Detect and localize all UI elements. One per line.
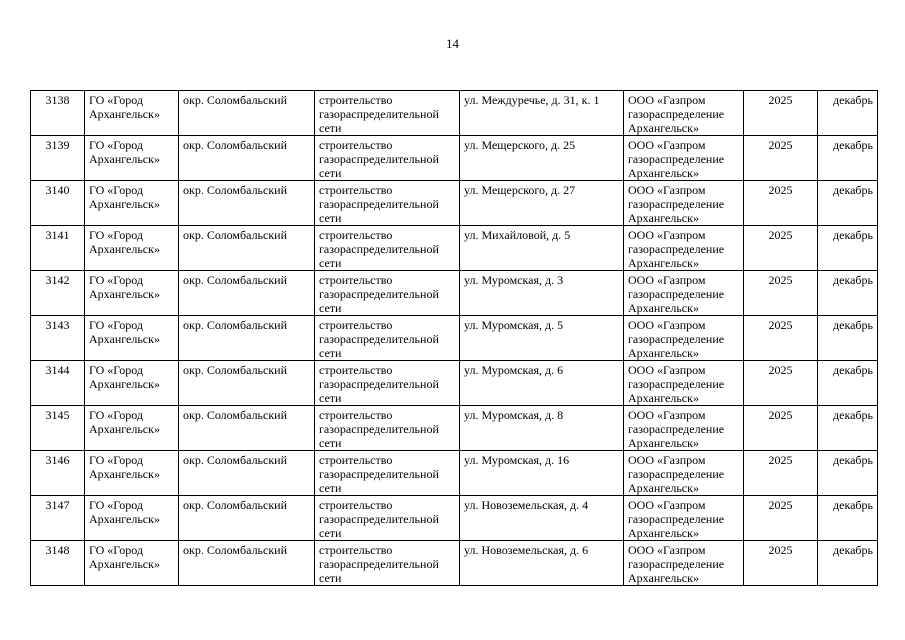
year-cell: 2025 xyxy=(744,91,818,136)
registry-table-body xyxy=(31,91,878,586)
month-cell: декабрь xyxy=(818,181,878,226)
organization-cell: ООО «Газпром газораспределение Архангельск» xyxy=(624,316,744,361)
month-cell: декабрь xyxy=(818,406,878,451)
row-number-cell: 3139 xyxy=(31,136,85,181)
work-type-cell: строительство газораспределительной сети xyxy=(315,406,460,451)
municipality-cell: ГО «Город Архангельск» xyxy=(85,316,179,361)
municipality-cell: ГО «Город Архангельск» xyxy=(85,181,179,226)
year-cell: 2025 xyxy=(744,361,818,406)
row-number-cell: 3140 xyxy=(31,181,85,226)
organization-cell: ООО «Газпром газораспределение Архангельск» xyxy=(624,226,744,271)
work-type-cell: строительство газораспределительной сети xyxy=(315,226,460,271)
district-cell: окр. Соломбальский xyxy=(179,451,315,496)
municipality-cell: ГО «Город Архангельск» xyxy=(85,136,179,181)
organization-cell: ООО «Газпром газораспределение Архангельск» xyxy=(624,136,744,181)
row-number-cell: 3138 xyxy=(31,91,85,136)
year-cell: 2025 xyxy=(744,496,818,541)
address-cell: ул. Междуречье, д. 31, к. 1 xyxy=(460,91,624,136)
registry-table xyxy=(30,90,878,586)
table-row xyxy=(31,91,878,136)
municipality-cell: ГО «Город Архангельск» xyxy=(85,361,179,406)
table-row xyxy=(31,271,878,316)
row-number-cell: 3141 xyxy=(31,226,85,271)
municipality-cell: ГО «Город Архангельск» xyxy=(85,91,179,136)
month-cell: декабрь xyxy=(818,226,878,271)
work-type-cell: строительство газораспределительной сети xyxy=(315,271,460,316)
address-cell: ул. Новоземельская, д. 6 xyxy=(460,541,624,586)
district-cell: окр. Соломбальский xyxy=(179,541,315,586)
organization-cell: ООО «Газпром газораспределение Архангельск» xyxy=(624,406,744,451)
table-row xyxy=(31,406,878,451)
year-cell: 2025 xyxy=(744,541,818,586)
year-cell: 2025 xyxy=(744,271,818,316)
organization-cell: ООО «Газпром газораспределение Архангельск» xyxy=(624,181,744,226)
month-cell: декабрь xyxy=(818,91,878,136)
row-number-cell: 3144 xyxy=(31,361,85,406)
organization-cell: ООО «Газпром газораспределение Архангельск» xyxy=(624,361,744,406)
month-cell: декабрь xyxy=(818,541,878,586)
address-cell: ул. Мещерского, д. 27 xyxy=(460,181,624,226)
month-cell: декабрь xyxy=(818,271,878,316)
work-type-cell: строительство газораспределительной сети xyxy=(315,541,460,586)
work-type-cell: строительство газораспределительной сети xyxy=(315,451,460,496)
municipality-cell: ГО «Город Архангельск» xyxy=(85,451,179,496)
municipality-cell: ГО «Город Архангельск» xyxy=(85,271,179,316)
month-cell: декабрь xyxy=(818,316,878,361)
district-cell: окр. Соломбальский xyxy=(179,136,315,181)
row-number-cell: 3142 xyxy=(31,271,85,316)
municipality-cell: ГО «Город Архангельск» xyxy=(85,406,179,451)
municipality-cell: ГО «Город Архангельск» xyxy=(85,496,179,541)
work-type-cell: строительство газораспределительной сети xyxy=(315,361,460,406)
year-cell: 2025 xyxy=(744,136,818,181)
district-cell: окр. Соломбальский xyxy=(179,496,315,541)
work-type-cell: строительство газораспределительной сети xyxy=(315,136,460,181)
row-number-cell: 3147 xyxy=(31,496,85,541)
month-cell: декабрь xyxy=(818,451,878,496)
year-cell: 2025 xyxy=(744,406,818,451)
municipality-cell: ГО «Город Архангельск» xyxy=(85,226,179,271)
table-row xyxy=(31,451,878,496)
year-cell: 2025 xyxy=(744,451,818,496)
row-number-cell: 3148 xyxy=(31,541,85,586)
address-cell: ул. Муромская, д. 3 xyxy=(460,271,624,316)
organization-cell: ООО «Газпром газораспределение Архангельск» xyxy=(624,541,744,586)
month-cell: декабрь xyxy=(818,496,878,541)
table-row xyxy=(31,136,878,181)
work-type-cell: строительство газораспределительной сети xyxy=(315,316,460,361)
organization-cell: ООО «Газпром газораспределение Архангельск» xyxy=(624,91,744,136)
month-cell: декабрь xyxy=(818,361,878,406)
organization-cell: ООО «Газпром газораспределение Архангельск» xyxy=(624,496,744,541)
row-number-cell: 3146 xyxy=(31,451,85,496)
district-cell: окр. Соломбальский xyxy=(179,316,315,361)
district-cell: окр. Соломбальский xyxy=(179,361,315,406)
district-cell: окр. Соломбальский xyxy=(179,271,315,316)
table-row xyxy=(31,496,878,541)
year-cell: 2025 xyxy=(744,316,818,361)
municipality-cell: ГО «Город Архангельск» xyxy=(85,541,179,586)
table-row xyxy=(31,361,878,406)
table-row xyxy=(31,181,878,226)
address-cell: ул. Мещерского, д. 25 xyxy=(460,136,624,181)
page-number: 14 xyxy=(446,36,459,51)
address-cell: ул. Муромская, д. 16 xyxy=(460,451,624,496)
district-cell: окр. Соломбальский xyxy=(179,226,315,271)
district-cell: окр. Соломбальский xyxy=(179,91,315,136)
address-cell: ул. Михайловой, д. 5 xyxy=(460,226,624,271)
year-cell: 2025 xyxy=(744,226,818,271)
work-type-cell: строительство газораспределительной сети xyxy=(315,181,460,226)
address-cell: ул. Муромская, д. 8 xyxy=(460,406,624,451)
work-type-cell: строительство газораспределительной сети xyxy=(315,496,460,541)
work-type-cell: строительство газораспределительной сети xyxy=(315,91,460,136)
address-cell: ул. Муромская, д. 5 xyxy=(460,316,624,361)
row-number-cell: 3143 xyxy=(31,316,85,361)
table-row xyxy=(31,541,878,586)
district-cell: окр. Соломбальский xyxy=(179,181,315,226)
organization-cell: ООО «Газпром газораспределение Архангельск» xyxy=(624,271,744,316)
address-cell: ул. Новоземельская, д. 4 xyxy=(460,496,624,541)
table-row xyxy=(31,316,878,361)
month-cell: декабрь xyxy=(818,136,878,181)
row-number-cell: 3145 xyxy=(31,406,85,451)
table-row xyxy=(31,226,878,271)
district-cell: окр. Соломбальский xyxy=(179,406,315,451)
organization-cell: ООО «Газпром газораспределение Архангельск» xyxy=(624,451,744,496)
year-cell: 2025 xyxy=(744,181,818,226)
address-cell: ул. Муромская, д. 6 xyxy=(460,361,624,406)
